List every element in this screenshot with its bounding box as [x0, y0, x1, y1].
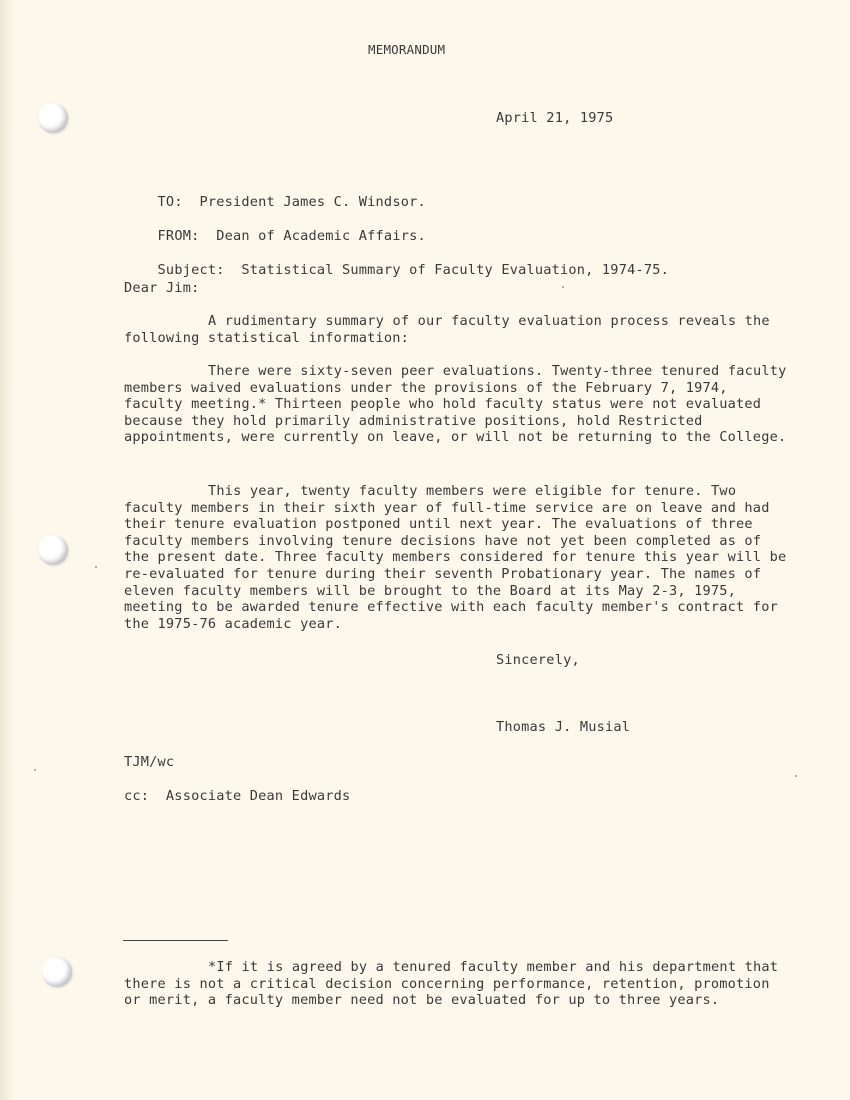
paper-speck — [562, 286, 564, 288]
memo-title: MEMORANDUM — [368, 42, 446, 57]
subject-label: Subject: — [157, 262, 225, 278]
footnote: *If it is agreed by a tenured faculty member and his department that there is not a critical decision concerning performance, retention, promotion or merit, a faculty member need not be evaluated for up to three years. — [124, 959, 779, 1009]
body-paragraph-3: This year, twenty faculty members were eligible for tenure. Two faculty members in their sixth year of full-time service are on leave and had their tenure evaluation postponed until next year. The evaluations of three faculty members involving tenure decisions have not yet been completed as of the present date. Three faculty members considered for tenure this year will be re-evaluated for tenure during their seventh Probationary year. The names of eleven faculty members will be brought to the Board at its May 2-3, 1975, meeting to be awarded tenure effective with each faculty member's contract for the 1975-76 academic year. — [124, 483, 787, 632]
subject-line — [124, 246, 669, 294]
closing: Sincerely, — [496, 652, 580, 668]
paper-speck — [95, 566, 97, 568]
page-edge-shadow — [0, 0, 14, 1100]
footnote-divider — [123, 940, 228, 941]
typist-initials: TJM/wc — [124, 754, 175, 770]
salutation: Dear Jim: — [124, 280, 200, 296]
to-value: President James C. Windsor. — [199, 194, 426, 210]
memo-date: April 21, 1975 — [496, 110, 614, 126]
punch-hole-icon — [38, 103, 68, 133]
paper-speck — [795, 775, 797, 777]
to-label: TO: — [157, 194, 183, 210]
subject-value: Statistical Summary of Faculty Evaluation, 1974-75. — [241, 262, 669, 278]
punch-hole-icon — [42, 957, 72, 987]
from-value: Dean of Academic Affairs. — [216, 228, 426, 244]
paper-speck — [34, 769, 36, 771]
signature: Thomas J. Musial — [496, 719, 631, 735]
cc-line: cc: Associate Dean Edwards — [124, 788, 351, 804]
from-label: FROM: — [157, 228, 200, 244]
body-paragraph-2: There were sixty-seven peer evaluations. Twenty-three tenured faculty members waived evaluations under the provisions of the February 7, 1974, faculty meeting.* Thirteen people who hold faculty status were not evaluated because they hold primarily administrative positions, hold Restricted appointments, were currently on leave, or will not be returning to the College. — [124, 363, 787, 446]
punch-hole-icon — [38, 535, 68, 565]
body-paragraph-1: A rudimentary summary of our faculty evaluation process reveals the following statistical information: — [124, 313, 770, 346]
